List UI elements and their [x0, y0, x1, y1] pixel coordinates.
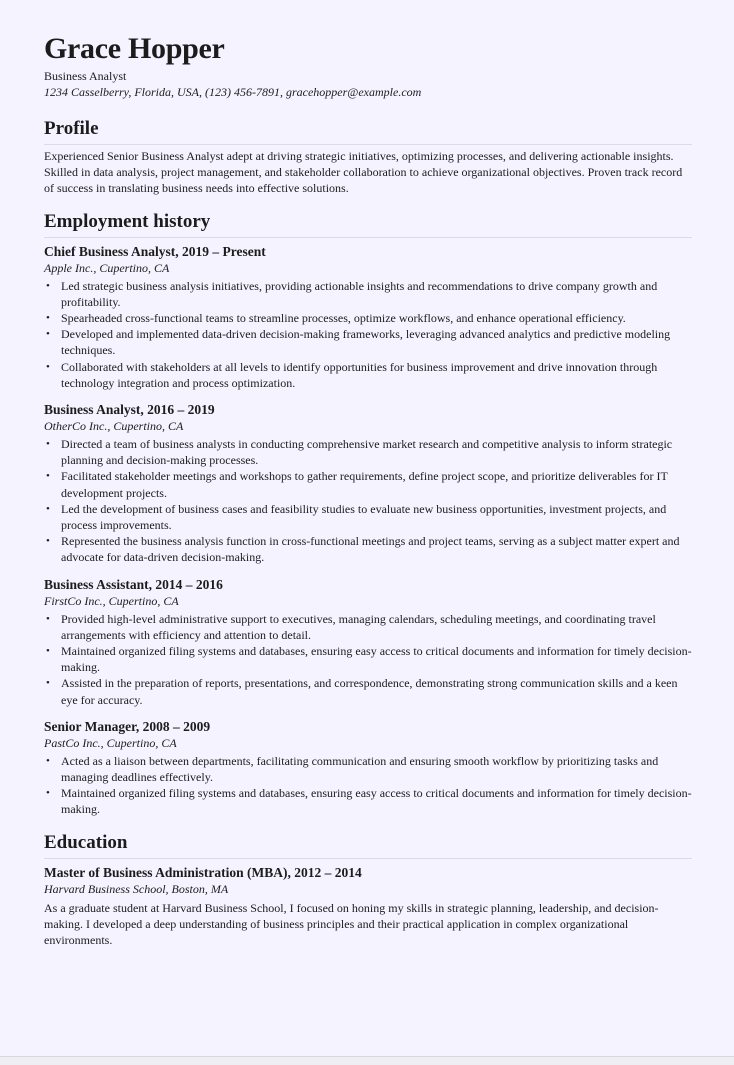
job-bullets [44, 753, 692, 818]
education-section [44, 831, 692, 949]
bullet-item: • Developed and implemented data-driven decision-making frameworks, leveraging advanced analytics and predictive modeling techniques. [61, 326, 692, 358]
job-bullets [44, 611, 692, 708]
education-heading: Education [44, 831, 692, 859]
resume-content [44, 30, 692, 948]
profile-heading: Profile [44, 117, 692, 145]
bullet-item: • Facilitated stakeholder meetings and workshops to gather requirements, define project scope, and prioritize deliverables for IT development projects. [61, 468, 692, 500]
candidate-title: Business Analyst [44, 69, 127, 83]
bullet-item: • Maintained organized filing systems and databases, ensuring easy access to critical documents and information for timely decision-making. [61, 785, 692, 817]
job-entry [44, 576, 692, 708]
education-description: As a graduate student at Harvard Business School, I focused on honing my skills in strategic planning, leadership, and decision-making. I developed a deep understanding of business principles and their practical application in complex organizational environments. [44, 900, 659, 948]
bullet-item: • Maintained organized filing systems and databases, ensuring easy access to critical documents and information for timely decision-making. [61, 643, 692, 675]
job-company: OtherCo Inc., Cupertino, CA [44, 419, 184, 434]
bullet-item: • Collaborated with stakeholders at all levels to identify opportunities for business improvement and drive innovation through technology integration and process optimization. [61, 359, 692, 391]
job-company: PastCo Inc., Cupertino, CA [44, 735, 177, 750]
candidate-name: Grace Hopper [44, 32, 225, 65]
profile-text: Experienced Senior Business Analyst adept at driving strategic initiatives, optimizing processes, and delivering actionable insights. Skilled in data analysis, project management, and stakeholder collaboration to achieve organizational objectives. Proven track record of success in translating business needs into effective solutions. [44, 149, 683, 196]
bullet-item: • Led strategic business analysis initiatives, providing actionable insights and recommendations to drive company growth and profitability. [61, 278, 692, 310]
bullet-item: • Represented the business analysis function in cross-functional meetings and project teams, serving as a subject matter expert and advocate for data-driven decision-making. [61, 533, 692, 565]
job-bullets [44, 278, 692, 391]
job-entry [44, 243, 692, 391]
education-entry [44, 864, 692, 949]
bullet-item: • Led the development of business cases and feasibility studies to evaluate new business opportunities, investment projects, and process improvements. [61, 501, 692, 533]
job-bullets [44, 436, 692, 566]
job-company: FirstCo Inc., Cupertino, CA [44, 593, 179, 608]
job-entry [44, 718, 692, 818]
bullet-item: • Provided high-level administrative support to executives, managing calendars, scheduling meetings, and coordinating travel arrangements with efficiency and attention to detail. [61, 611, 692, 643]
bullet-item: • Acted as a liaison between departments, facilitating communication and ensuring smooth workflow by prioritizing tasks and managing deadlines effectively. [61, 753, 692, 785]
degree-title: Master of Business Administration (MBA), 2012 – 2014 [44, 864, 362, 880]
job-entry [44, 401, 692, 566]
bullet-item: • Directed a team of business analysts in conducting comprehensive market research and competitive analysis to inform strategic planning and decision-making processes. [61, 436, 692, 468]
bullet-item: • Spearheaded cross-functional teams to streamline processes, optimize workflows, and enhance operational efficiency. [61, 310, 692, 326]
employment-section [44, 210, 692, 818]
school-name: Harvard Business School, Boston, MA [44, 881, 229, 896]
profile-section [44, 117, 692, 197]
job-title: Business Assistant, 2014 – 2016 [44, 576, 223, 592]
job-company: Apple Inc., Cupertino, CA [44, 260, 170, 275]
employment-heading: Employment history [44, 210, 692, 238]
job-title: Business Analyst, 2016 – 2019 [44, 402, 215, 418]
contact-info: 1234 Casselberry, Florida, USA, (123) 456-7891, gracehopper@example.com [44, 85, 422, 99]
job-title: Senior Manager, 2008 – 2009 [44, 718, 211, 734]
job-title: Chief Business Analyst, 2019 – Present [44, 243, 266, 259]
bullet-item: • Assisted in the preparation of reports, presentations, and correspondence, demonstrating strong communication skills and a keen eye for accuracy. [61, 675, 692, 707]
